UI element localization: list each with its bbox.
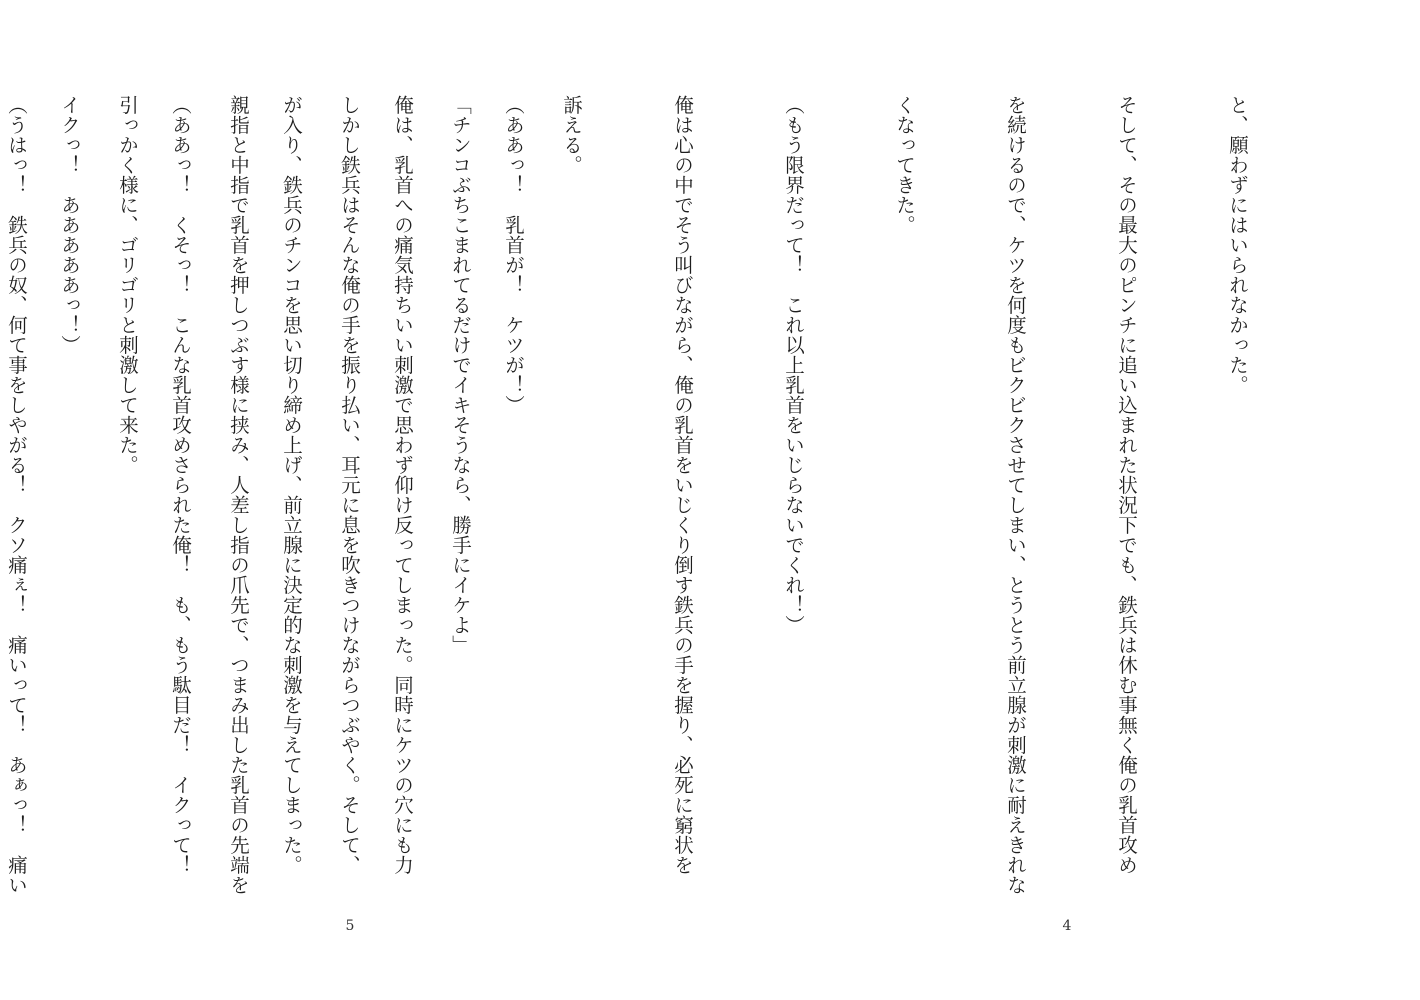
- text-line: （ああっ！ 乳首が！ ケツが！）: [502, 95, 525, 415]
- text-line: （もう限界だって！ これ以上乳首をいじらないでくれ！）: [782, 95, 805, 635]
- text-line: （うはっ！ 鉄兵の奴、何て事をしやがる！ クソ痛ぇ！ 痛いって！ あぁっ！ 痛い: [5, 95, 28, 895]
- text-line: イクっ！ あああああっ！）: [58, 95, 81, 355]
- text-line: 俺は心の中でそう叫びながら、俺の乳首をいじくり倒す鉄兵の手を握り、必死に窮状を: [671, 95, 694, 875]
- text-line: が入り、鉄兵のチンコを思い切り締め上げ、前立腺に決定的な刺激を与えてしまった。: [280, 95, 303, 875]
- text-line: 俺は、乳首への痛気持ちいい刺激で思わず仰け反ってしまった。同時にケツの穴にも力: [391, 95, 414, 875]
- text-line: くなってきた。: [893, 95, 916, 235]
- text-line: 訴える。: [560, 95, 583, 175]
- text-line: と、願わずにはいられなかった。: [1226, 95, 1249, 395]
- page-number: 5: [345, 918, 355, 934]
- text-line: 「チンコぶちこまれてるだけでイキそうなら、勝手にイケよ」: [449, 95, 472, 655]
- text-line: 親指と中指で乳首を押しつぶす様に挟み、人差し指の爪先で、つまみ出した乳首の先端を: [227, 95, 250, 895]
- text-line: しかし鉄兵はそんな俺の手を振り払い、耳元に息を吹きつけながらつぶやく。そして、: [338, 95, 361, 875]
- text-line: そして、その最大のピンチに追い込まれた状況下でも、鉄兵は休む事無く俺の乳首攻め: [1115, 95, 1138, 875]
- text-line: （ああっ！ くそっ！ こんな乳首攻めさられた俺！ も、もう駄目だ！ イクって！: [169, 95, 192, 875]
- page-number: 4: [1062, 918, 1072, 934]
- text-line: を続けるので、ケツを何度もビクビクさせてしまい、とうとう前立腺が刺激に耐えきれな: [1004, 95, 1027, 895]
- text-line: 引っかく様に、ゴリゴリと刺激して来た。: [116, 95, 139, 475]
